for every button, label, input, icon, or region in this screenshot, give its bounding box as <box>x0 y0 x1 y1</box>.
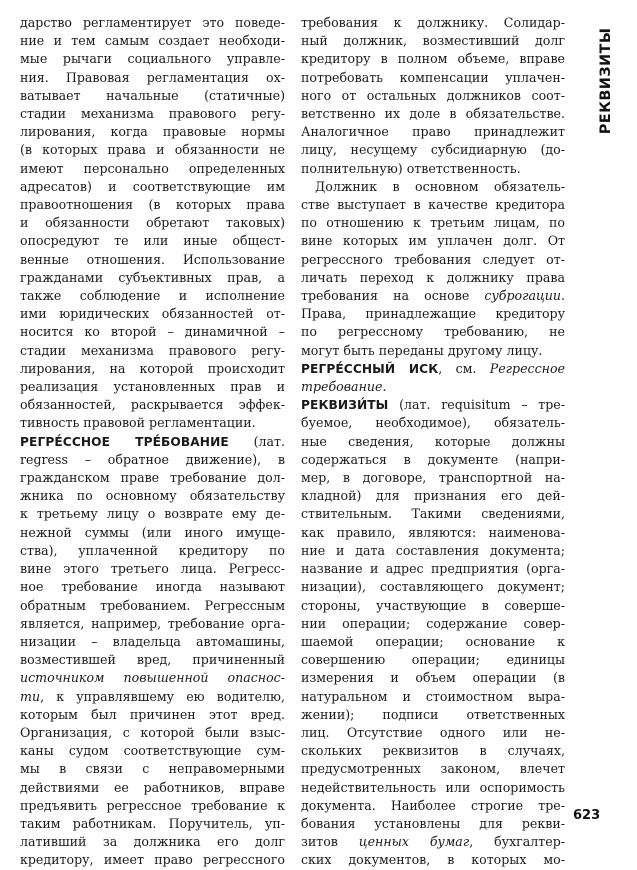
text-line: скольких реквизитов в случаях, <box>301 743 565 759</box>
text-line: нежной суммы (или иного имуще- <box>20 524 285 540</box>
text-line: буемое, необходимое), обязатель- <box>301 415 565 431</box>
text-line: правоотношения (в которых права <box>20 197 285 213</box>
text-line: низации), составляющего документ; <box>301 579 565 595</box>
text-line: ства), уплаченной кредитору по <box>20 542 285 558</box>
text-line: жении); подписи ответственных <box>301 706 565 722</box>
text-line: Организация, с которой были взыс- <box>20 724 285 740</box>
entry-term-regress-requirement: РЕГРЕ́ССНОЕ ТРЕ́БОВАНИЕ <box>20 434 229 449</box>
text-line: кладной) для признания его дей- <box>301 488 565 504</box>
text-line: имеют персонально определенных <box>20 160 285 176</box>
text-line: по отношению к третьим лицам, по <box>301 215 565 231</box>
text-line: опосредуют те или иные общест- <box>20 233 285 249</box>
text-line: носится ко второй – динамичной – <box>20 324 285 340</box>
text-line: содержаться в документе (напри- <box>301 451 565 467</box>
text-line: и обязанности обретают таковых) <box>20 215 285 231</box>
cross-reference-fragment: требование <box>301 379 383 395</box>
text-line: тивность правовой регламентации. <box>20 415 256 431</box>
text-line: нии операции; содержание совер- <box>301 615 565 631</box>
text-line <box>20 688 285 706</box>
entry-headword-line <box>20 433 285 451</box>
text-line: стадии механизма правового регу- <box>20 106 285 122</box>
cross-reference-fragment: Регрессное <box>489 360 565 376</box>
text-line: название и адрес предприятия (орга- <box>301 561 565 577</box>
running-head-text: РЕКВИЗИТЫ <box>598 27 614 135</box>
page-number: 623 <box>573 808 601 823</box>
text-line: адресатов) и соответствующие им <box>20 178 285 194</box>
text-line: полнительную) ответственность. <box>301 160 521 176</box>
text-line: лативший за должника его долг <box>20 834 285 850</box>
text-line: лиц. Отсутствие одного или не- <box>301 724 565 740</box>
text-line: бования установлены для рекви- <box>301 815 565 831</box>
text-line: вине которых им уплачен долг. От <box>301 233 565 249</box>
text-fragment: , см. <box>438 360 490 376</box>
text-line: лирования, на которой происходит <box>20 360 285 376</box>
text-line: ния. Правовая регламентация ох- <box>20 69 285 85</box>
text-line: является, например, требование орга- <box>20 615 285 631</box>
text-line: совершению операции; единицы <box>301 652 565 668</box>
text-line: стадии механизма правового регу- <box>20 342 285 358</box>
text-line <box>301 378 565 396</box>
text-line: стороны, участвующие в соверше- <box>301 597 565 613</box>
text-fragment: . <box>560 288 565 304</box>
text-line: к третьему лицу о возврате ему де- <box>20 506 285 522</box>
text-line: ватывает начальные (статичные) <box>20 87 285 103</box>
text-line: ные сведения, которые должны <box>301 433 565 449</box>
text-line: регрессного требования следует от- <box>301 251 565 267</box>
right-column <box>301 14 565 870</box>
text-fragment: требования на основе <box>301 288 485 304</box>
text-line: каны судом соответствующие сум- <box>20 743 285 759</box>
entry-headword-line <box>301 360 565 378</box>
text-line: по регрессному требованию, не <box>301 324 565 340</box>
text-line: таким работникам. Поручитель, уп- <box>20 815 285 831</box>
text-fragment: , к управлявшему ею водителю, <box>40 688 285 704</box>
left-column <box>20 14 285 870</box>
text-line: мер, в договоре, транспортной на- <box>301 470 565 486</box>
text-line: ного от остальных должников соот- <box>301 87 565 103</box>
cross-reference-fragment: ти <box>20 688 41 704</box>
text-line: которым был причинен этот вред. <box>20 706 285 722</box>
text-fragment: (лат. requisitum – тре- <box>388 397 565 413</box>
text-line: лицу, несущему субсидиарную (до- <box>301 142 565 158</box>
text-line: недействительность или оспоримость <box>301 779 565 795</box>
text-line: ное требование иногда называют <box>20 579 285 595</box>
text-fragment: зитов <box>301 834 359 850</box>
text-line: венные отношения. Использование <box>20 251 285 267</box>
text-line: стве выступает в качестве кредитора <box>301 197 565 213</box>
text-line: низации – владельца автомашины, <box>20 633 285 649</box>
text-line: личать переход к должнику права <box>301 269 565 285</box>
text-line: кредитору в полном объеме, вправе <box>301 51 565 67</box>
text-line: ских документов, в которых мо- <box>301 852 565 868</box>
text-line: требования к должнику. Солидар- <box>301 15 565 30</box>
text-line: кредитору, имеет право регрессного <box>20 852 285 868</box>
text-line: потребовать компенсации уплачен- <box>301 69 565 85</box>
text-line: могут быть переданы другому лицу. <box>301 342 543 358</box>
text-line: Права, принадлежащие кредитору <box>301 306 565 322</box>
entry-headword-line <box>301 396 565 414</box>
text-line: вине этого третьего лица. Регресс- <box>20 561 285 577</box>
text-line <box>301 287 565 305</box>
text-line: ный должник, возместивший долг <box>301 33 565 49</box>
text-line: шаемой операции; основание к <box>301 633 565 649</box>
text-line: обязанностей, раскрывается эффек- <box>20 397 285 413</box>
text-line: лирования, когда правовые нормы <box>20 124 285 140</box>
text-line: предусмотренных законом, влечет <box>301 761 565 777</box>
text-line: документа. Наиболее строгие тре- <box>301 797 565 813</box>
text-fragment: . <box>382 379 387 395</box>
text-line: (в которых права и обязанности не <box>20 142 285 158</box>
entry-term-requisites: РЕКВИЗИ́ТЫ <box>301 398 389 413</box>
text-line: regress – обратное движение), в <box>20 451 285 467</box>
text-fragment: , бухгалтер- <box>469 834 565 850</box>
text-line: ими юридических обязанностей от- <box>20 306 285 322</box>
text-line: как правило, являются: наименова- <box>301 524 565 540</box>
text-line <box>301 833 565 851</box>
text-line: мые рычаги социального управле- <box>20 51 285 67</box>
text-line: гражданском праве требование дол- <box>20 470 285 486</box>
text-line: измерения и объем операции (в <box>301 670 565 686</box>
text-line: ствительным. Такими сведениями, <box>301 506 565 522</box>
text-line: предъявить регрессное требование к <box>20 797 285 813</box>
text-line: действиями ее работников, вправе <box>20 779 285 795</box>
text-line: натуральном и стоимостном выра- <box>301 688 565 704</box>
entry-term-regress-suit: РЕГРЕ́ССНЫЙ ИСК <box>301 361 439 376</box>
text-line: реализация установленных прав и <box>20 379 285 395</box>
running-head <box>586 22 626 140</box>
cross-reference-securities: ценных бумаг <box>358 834 470 850</box>
cross-reference-subrogation: суброгации <box>484 288 561 304</box>
text-line: возместившей вред, причиненный <box>20 652 285 668</box>
text-line: гражданами субъективных прав, а <box>20 269 285 285</box>
text-line: Должник в основном обязатель- <box>315 178 565 194</box>
text-line: ветственно их доле в обязательстве. <box>301 106 565 122</box>
text-line: дарство регламентирует это поведе- <box>20 15 285 30</box>
text-line: ние и тем самым создает необходи- <box>20 33 285 49</box>
text-fragment: (лат. <box>228 433 285 449</box>
text-line: мы в связи с неправомерными <box>20 761 285 777</box>
cross-reference-line: источником повышенной опаснос- <box>20 670 285 686</box>
text-line: Аналогичное право принадлежит <box>301 124 565 140</box>
text-line: жника по основному обязательству <box>20 488 285 504</box>
text-line: ние и дата составления документа; <box>301 542 565 558</box>
text-line: обратным требованием. Регрессным <box>20 597 285 613</box>
text-line: также соблюдение и исполнение <box>20 288 285 304</box>
